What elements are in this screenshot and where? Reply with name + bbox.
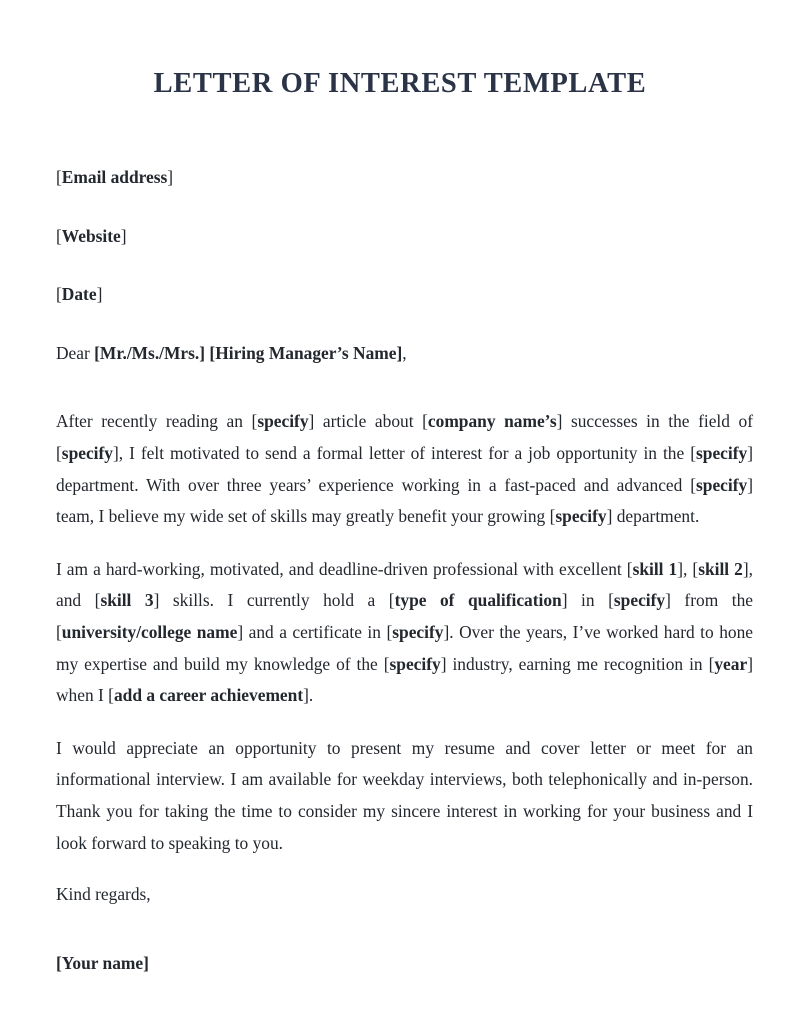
signature-line (56, 948, 753, 980)
body-text: After recently reading an (56, 411, 252, 432)
header-line-2 (56, 221, 753, 253)
bracket-open: [ (94, 590, 101, 611)
bracket-close: ] (677, 558, 684, 579)
placeholder-token[interactable]: skill 1 (632, 558, 678, 579)
bracket-open: [ (56, 621, 62, 642)
body-text: when I (56, 685, 109, 706)
bracket-close: ] (561, 590, 568, 611)
placeholder-token[interactable]: year (714, 653, 748, 674)
bracket-open: [ (388, 590, 395, 611)
bracket-close: ] (747, 653, 753, 674)
paragraph-3 (56, 733, 753, 859)
placeholder-token[interactable]: specify (61, 442, 113, 463)
page-title: LETTER OF INTEREST TEMPLATE (153, 68, 647, 100)
paragraph-1 (56, 406, 753, 532)
sign-off-text: Kind regards, (56, 884, 151, 905)
bracket-close: ] (308, 411, 315, 432)
bracket-open: [ (383, 653, 390, 674)
letter-paragraphs (56, 406, 753, 859)
bracket-open: [ (708, 653, 715, 674)
body-text: . Over the years, I’ve worked hard to hone my expertise and build my knowledge of the (56, 621, 753, 674)
bracket-open: [ (56, 167, 62, 187)
bracket-close: ] (96, 284, 103, 305)
body-text: and a certificate in (243, 621, 387, 642)
placeholder-token[interactable]: skill 2 (698, 558, 743, 579)
bracket-close: ] (237, 621, 244, 642)
body-text: skills. I currently hold a (159, 590, 389, 611)
bracket-open: [ (56, 284, 62, 305)
bracket-close: ] (120, 225, 127, 246)
placeholder-token[interactable]: type of qualification (394, 590, 562, 611)
bracket-open: [ (386, 621, 393, 642)
bracket-open: [ (692, 558, 699, 579)
bracket-open: [ (56, 225, 62, 246)
placeholder-token[interactable]: specify (555, 506, 607, 527)
placeholder-token[interactable]: specify (389, 653, 441, 674)
bracket-open: [ (690, 442, 696, 463)
body-text: article about (314, 411, 423, 432)
body-text: department. (612, 506, 700, 527)
header-placeholder[interactable]: Date (61, 284, 97, 305)
body-text: I would appreciate an opportunity to present my resume and cover letter or meet for an informational interview. I am available for weekday interviews, both telephonically and in-person. Thank you for taking the time to consider my sincere interest in working for your business and I look forward to speaking to you. (56, 737, 753, 853)
salutation-spacer (56, 396, 753, 406)
body-text: I am a hard-working, motivated, and deadline-driven professional with excellent (56, 558, 627, 579)
bracket-close: ] (556, 411, 563, 432)
placeholder-token[interactable]: add a career achievement (113, 685, 304, 706)
body-text: , I felt motivated to send a formal letter of interest for a job opportunity in the (118, 442, 691, 463)
bracket-close: ] (747, 442, 753, 463)
closing-spacer (56, 859, 753, 879)
body-text: successes in the field of (562, 411, 753, 432)
salutation-line (56, 338, 753, 370)
bracket-open: [ (608, 590, 614, 611)
body-text: department. With over three years’ experience working in a fast-paced and advanced (56, 474, 691, 495)
signature-placeholder[interactable]: [Your name] (56, 952, 149, 973)
bracket-open: [ (422, 411, 428, 432)
body-text: . (308, 685, 314, 706)
body-text: industry, earning me recognition in (446, 653, 709, 674)
placeholder-token[interactable]: specify (696, 474, 748, 495)
bracket-close: ] (303, 685, 309, 706)
bracket-close: ] (443, 621, 450, 642)
body-text: team, I believe my wide set of skills may greatly benefit your growing (56, 506, 550, 527)
body-text: , (683, 558, 693, 579)
bracket-close: ] (747, 474, 753, 495)
header-placeholder[interactable]: Email address (61, 167, 168, 187)
header-line-3 (56, 279, 753, 311)
body-text: from the (670, 590, 753, 611)
salutation-title-placeholder[interactable]: [Mr./Ms./Mrs.] (94, 342, 206, 363)
letter-body (56, 162, 753, 1006)
bracket-open: [ (549, 506, 556, 527)
placeholder-token[interactable]: skill 3 (100, 590, 154, 611)
paragraph-2 (56, 554, 753, 712)
bracket-close: ] (167, 167, 174, 187)
bracket-close: ] (742, 558, 749, 579)
bracket-close: ] (606, 506, 613, 527)
bracket-open: [ (108, 685, 114, 706)
header-placeholder-lines (56, 162, 753, 311)
body-text: , and (56, 558, 753, 611)
bracket-close: ] (665, 590, 671, 611)
bracket-close: ] (113, 442, 119, 463)
header-placeholder[interactable]: Website (61, 225, 121, 246)
body-text: in (567, 590, 609, 611)
bracket-open: [ (251, 411, 258, 432)
placeholder-token[interactable]: specify (613, 590, 666, 611)
salutation-lead: Dear (56, 342, 95, 363)
salutation-comma: , (402, 342, 407, 363)
placeholder-token[interactable]: specify (257, 411, 309, 432)
bracket-open: [ (690, 474, 696, 495)
signature-spacer (56, 938, 753, 948)
bracket-open: [ (56, 442, 62, 463)
placeholder-token[interactable]: specify (392, 621, 444, 642)
header-line-1 (56, 162, 753, 194)
sign-off-line (56, 879, 753, 911)
salutation-name-placeholder[interactable]: [Hiring Manager’s Name] (209, 342, 403, 363)
placeholder-token[interactable]: specify (696, 442, 748, 463)
bracket-open: [ (626, 558, 633, 579)
placeholder-token[interactable]: company name’s (427, 411, 557, 432)
bracket-close: ] (440, 653, 447, 674)
placeholder-token[interactable]: university/college name (61, 621, 238, 642)
bracket-close: ] (153, 590, 160, 611)
